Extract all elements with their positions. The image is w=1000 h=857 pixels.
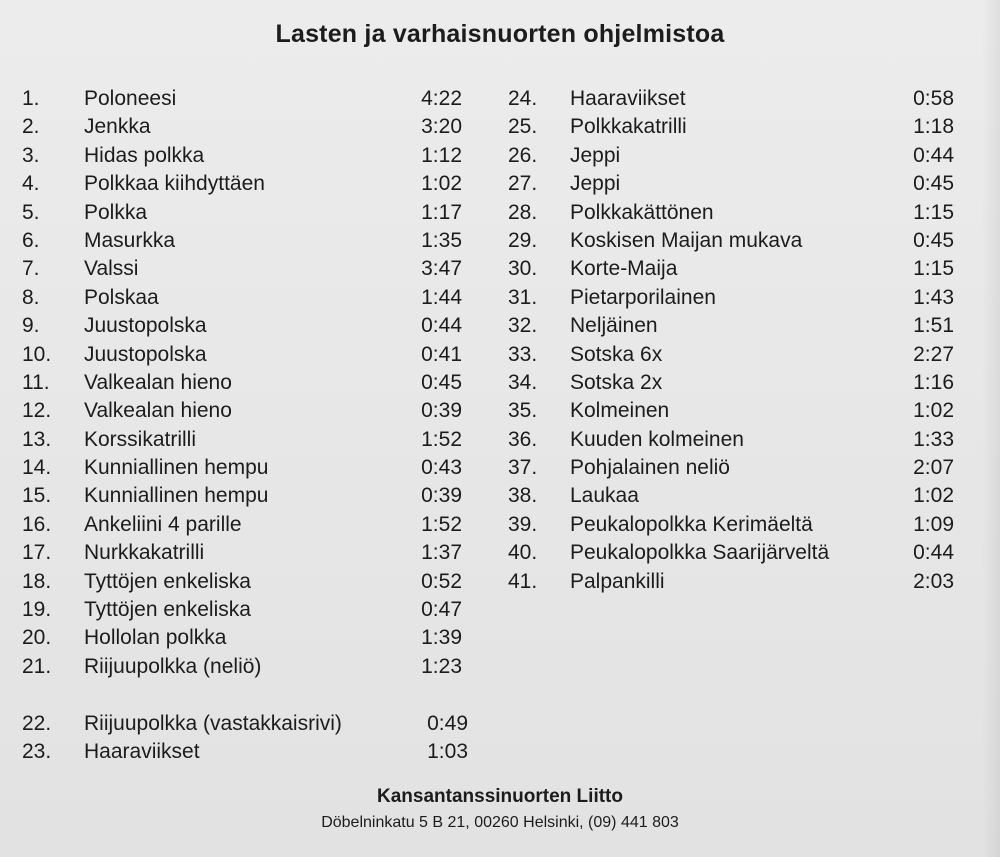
track-row — [508, 568, 968, 596]
track-number: 25. — [508, 115, 538, 139]
track-row — [22, 142, 482, 170]
track-number: 12. — [22, 399, 52, 423]
track-title: Koskisen Maijan mukava — [570, 228, 803, 252]
track-duration: 0:45 — [913, 228, 954, 252]
track-row — [22, 341, 482, 369]
track-title: Peukalopolkka Saarijärveltä — [570, 541, 830, 565]
track-title: Haaraviikset — [84, 740, 200, 764]
track-row — [22, 539, 482, 567]
track-title: Jenkka — [84, 115, 151, 139]
track-title: Polkkaa kiihdyttäen — [84, 172, 265, 196]
track-number: 13. — [22, 427, 52, 451]
track-number: 4. — [22, 172, 40, 196]
track-row — [22, 710, 482, 738]
track-duration: 1:44 — [421, 285, 462, 309]
track-row — [508, 454, 968, 482]
track-number: 6. — [22, 228, 40, 252]
track-row — [22, 454, 482, 482]
track-duration: 1:17 — [421, 200, 462, 224]
track-number: 2. — [22, 115, 40, 139]
track-number: 1. — [22, 87, 40, 110]
track-title: Sotska 6x — [570, 342, 663, 366]
track-number: 38. — [508, 484, 538, 508]
track-row — [22, 312, 482, 340]
track-title: Valssi — [84, 257, 139, 281]
track-duration: 0:39 — [421, 484, 462, 508]
track-number: 23. — [22, 740, 52, 764]
track-duration: 1:39 — [421, 626, 462, 650]
track-title: Kunniallinen hempu — [84, 456, 269, 480]
track-duration: 1:03 — [427, 740, 468, 764]
track-duration: 1:23 — [421, 654, 462, 678]
track-duration: 1:15 — [913, 257, 954, 281]
paper-edge-shadow — [982, 0, 1000, 857]
track-title: Masurkka — [84, 228, 176, 252]
track-duration: 1:02 — [913, 484, 954, 508]
track-row — [508, 511, 968, 539]
track-number: 17. — [22, 541, 52, 565]
track-title: Pietarporilainen — [570, 285, 716, 309]
track-row — [22, 255, 482, 283]
track-row — [508, 341, 968, 369]
track-row — [508, 227, 968, 255]
track-number: 28. — [508, 200, 538, 224]
track-title: Pohjalainen neliö — [570, 456, 730, 480]
track-duration: 1:43 — [913, 285, 954, 309]
track-row — [22, 596, 482, 624]
track-number: 32. — [508, 314, 538, 338]
track-duration: 1:52 — [421, 512, 462, 536]
track-number: 19. — [22, 598, 52, 622]
track-row — [508, 397, 968, 425]
track-row — [508, 426, 968, 454]
track-title: Korssikatrilli — [84, 427, 197, 451]
track-number: 5. — [22, 200, 40, 224]
track-row — [22, 170, 482, 198]
track-duration: 1:33 — [913, 427, 954, 451]
track-title: Palpankilli — [570, 569, 665, 593]
track-number: 11. — [22, 370, 50, 394]
publisher-name: Kansantanssinuorten Liitto — [377, 786, 623, 807]
track-title: Korte-Maija — [570, 257, 678, 281]
track-title: Juustopolska — [84, 314, 207, 338]
track-title: Poloneesi — [84, 87, 177, 110]
track-title: Nurkkakatrilli — [84, 541, 205, 565]
track-duration: 0:47 — [421, 598, 462, 622]
track-title: Haaraviikset — [570, 87, 686, 110]
track-title: Valkealan hieno — [84, 370, 232, 394]
track-title: Tyttöjen enkeliska — [84, 569, 251, 593]
track-title: Hollolan polkka — [84, 626, 227, 650]
track-title: Hidas polkka — [84, 143, 205, 167]
track-duration: 0:49 — [427, 712, 468, 735]
track-number: 26. — [508, 143, 538, 167]
track-number: 10. — [22, 342, 52, 366]
track-duration: 0:41 — [421, 342, 462, 366]
track-list-right — [508, 85, 968, 596]
track-number: 24. — [508, 87, 538, 110]
track-duration: 1:15 — [913, 200, 954, 224]
track-row — [22, 369, 482, 397]
track-row — [508, 284, 968, 312]
track-duration: 1:16 — [913, 370, 954, 394]
track-row — [22, 568, 482, 596]
track-duration: 0:43 — [421, 456, 462, 480]
track-row — [22, 624, 482, 652]
track-duration: 0:52 — [421, 569, 462, 593]
track-title: Jeppi — [570, 172, 621, 196]
track-duration: 1:02 — [913, 399, 954, 423]
track-row — [508, 142, 968, 170]
track-number: 14. — [22, 456, 52, 480]
track-number: 27. — [508, 172, 538, 196]
track-row — [508, 539, 968, 567]
track-title: Laukaa — [570, 484, 639, 508]
track-title: Polkka — [84, 200, 148, 224]
track-title: Valkealan hieno — [84, 399, 232, 423]
track-number: 16. — [22, 512, 52, 536]
track-list-left-bottom — [22, 710, 482, 767]
track-duration: 0:44 — [421, 314, 462, 338]
track-duration: 0:39 — [421, 399, 462, 423]
track-number: 7. — [22, 257, 40, 281]
track-number: 18. — [22, 569, 52, 593]
track-duration: 0:44 — [913, 541, 954, 565]
track-title: Kunniallinen hempu — [84, 484, 269, 508]
track-row — [508, 85, 968, 113]
track-row — [22, 426, 482, 454]
track-number: 36. — [508, 427, 538, 451]
track-row — [508, 170, 968, 198]
track-row — [22, 227, 482, 255]
track-row — [22, 113, 482, 141]
track-title: Polskaa — [84, 285, 159, 309]
track-title: Polkkakatrilli — [570, 115, 687, 139]
track-number: 40. — [508, 541, 538, 565]
track-duration: 0:44 — [913, 143, 954, 167]
track-number: 30. — [508, 257, 538, 281]
track-title: Peukalopolkka Kerimäeltä — [570, 512, 813, 536]
track-number: 29. — [508, 228, 538, 252]
track-row — [508, 199, 968, 227]
track-duration: 1:52 — [421, 427, 462, 451]
track-row — [508, 369, 968, 397]
track-number: 39. — [508, 512, 538, 536]
track-number: 35. — [508, 399, 538, 423]
track-row — [508, 312, 968, 340]
track-title: Kuuden kolmeinen — [570, 427, 744, 451]
page-title: Lasten ja varhaisnuorten ohjelmistoa — [275, 20, 725, 48]
track-row — [508, 113, 968, 141]
track-row — [22, 85, 482, 113]
track-number: 9. — [22, 314, 40, 338]
publisher-address: Döbelninkatu 5 B 21, 00260 Helsinki, (09) 441 803 — [321, 814, 679, 831]
track-duration: 1:37 — [421, 541, 462, 565]
track-row — [508, 482, 968, 510]
track-title: Riijuupolkka (neliö) — [84, 654, 262, 678]
track-title: Polkkakättönen — [570, 200, 714, 224]
track-duration: 0:58 — [913, 87, 954, 110]
track-number: 20. — [22, 626, 52, 650]
track-number: 31. — [508, 285, 538, 309]
track-duration: 3:47 — [421, 257, 462, 281]
track-title: Kolmeinen — [570, 399, 670, 423]
track-duration: 3:20 — [421, 115, 462, 139]
track-duration: 1:51 — [913, 314, 954, 338]
track-duration: 0:45 — [421, 370, 462, 394]
track-number: 15. — [22, 484, 52, 508]
track-duration: 2:07 — [913, 456, 954, 480]
track-number: 3. — [22, 143, 40, 167]
track-duration: 4:22 — [421, 87, 462, 110]
track-title: Jeppi — [570, 143, 621, 167]
track-title: Tyttöjen enkeliska — [84, 598, 251, 622]
track-list-left — [22, 85, 482, 681]
track-duration: 1:35 — [421, 228, 462, 252]
track-number: 21. — [22, 654, 52, 678]
track-title: Ankeliini 4 parille — [84, 512, 242, 536]
track-title: Neljäinen — [570, 314, 658, 338]
track-row — [22, 653, 482, 681]
track-duration: 2:03 — [913, 569, 954, 593]
track-duration: 1:12 — [421, 143, 462, 167]
track-row — [22, 199, 482, 227]
track-title: Riijuupolkka (vastakkaisrivi) — [84, 712, 342, 735]
track-number: 22. — [22, 712, 52, 735]
track-row — [508, 255, 968, 283]
track-duration: 1:18 — [913, 115, 954, 139]
track-row — [22, 738, 482, 766]
track-duration: 2:27 — [913, 342, 954, 366]
track-number: 33. — [508, 342, 538, 366]
track-row — [22, 511, 482, 539]
track-row — [22, 397, 482, 425]
track-duration: 1:09 — [913, 512, 954, 536]
track-number: 41. — [508, 569, 538, 593]
track-number: 8. — [22, 285, 40, 309]
track-title: Sotska 2x — [570, 370, 663, 394]
track-number: 34. — [508, 370, 538, 394]
track-row — [22, 284, 482, 312]
track-number: 37. — [508, 456, 538, 480]
track-duration: 0:45 — [913, 172, 954, 196]
track-title: Juustopolska — [84, 342, 207, 366]
track-row — [22, 482, 482, 510]
track-duration: 1:02 — [421, 172, 462, 196]
